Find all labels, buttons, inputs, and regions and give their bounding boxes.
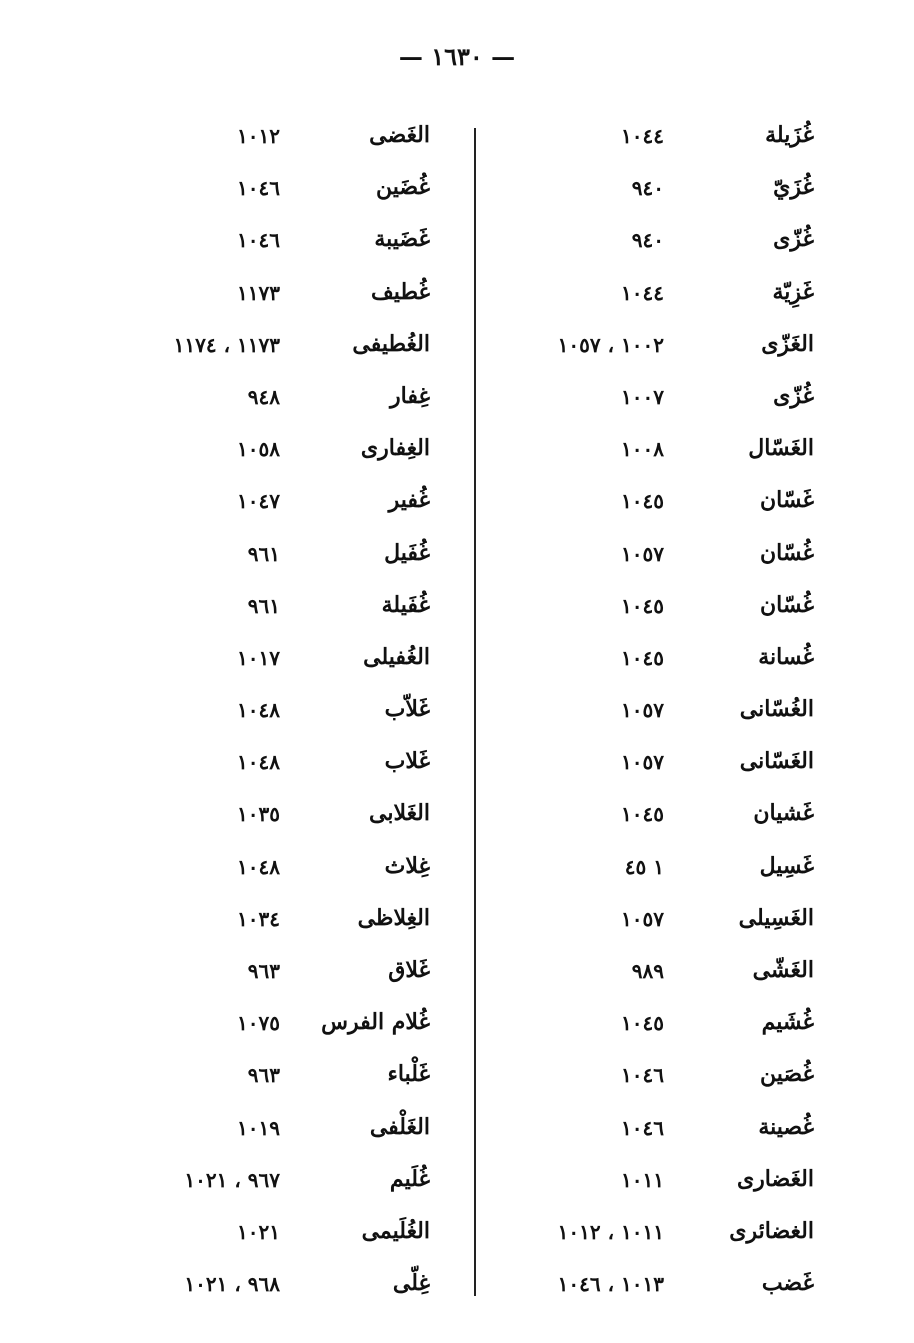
entry-page-refs: ١٠١٣ ، ١٠٤٦: [557, 1272, 664, 1297]
index-entry: [484, 580, 844, 632]
entry-term: الغَزّى: [761, 330, 814, 357]
index-entry: [120, 162, 450, 214]
entry-page-refs: ١٠٤٥: [621, 645, 664, 670]
entry-page-refs: ١٠٥٧: [621, 750, 664, 775]
entry-page-refs: ١٠١٢: [237, 124, 280, 148]
index-entry: [120, 788, 450, 840]
entry-page-refs: ١٠٤٨: [237, 750, 280, 775]
entry-term: الغَسّال: [748, 435, 814, 462]
entry-page-refs: ١٠٤٦: [621, 1063, 664, 1088]
index-entry: [120, 371, 450, 423]
entry-term: الغَسّانى: [739, 748, 814, 775]
entry-page-refs: ١٠٠٢ ، ١٠٥٧: [557, 332, 664, 357]
entry-page-refs: ١٠٠٧: [621, 384, 664, 409]
entry-page-refs: ١٠٧٥: [237, 1011, 280, 1036]
index-entry: [120, 528, 450, 580]
index-entry: [120, 423, 450, 475]
entry-term: غُزَيلة: [765, 122, 814, 148]
entry-term: غَسّان: [760, 487, 814, 514]
entry-page-refs: ٩٦٧ ، ١٠٢١: [184, 1167, 280, 1192]
entry-page-refs: ٩٦١: [247, 593, 280, 618]
entry-term: غَسِيل: [759, 852, 814, 879]
entry-page-refs: ١٠٤٧: [237, 489, 280, 514]
index-entry: [484, 893, 844, 945]
entry-page-refs: ١٠٣٤: [237, 906, 280, 931]
index-entry: [484, 841, 844, 893]
entry-term: الغُفيلى: [363, 643, 430, 670]
index-entry: [120, 632, 450, 684]
entry-page-refs: ١٠١٩: [237, 1115, 280, 1140]
index-entry: [484, 736, 844, 788]
entry-term: الغَشّى: [752, 957, 814, 983]
entry-page-refs: ١٠٥٨: [237, 437, 280, 462]
index-entry: [120, 945, 450, 997]
index-entry: [484, 110, 844, 162]
entry-page-refs: ١٠٥٧: [621, 698, 664, 723]
index-entry: [120, 1154, 450, 1206]
entry-term: غُسانة: [758, 643, 814, 670]
column-divider: [474, 128, 476, 1296]
index-entry: [120, 319, 450, 371]
entry-term: الغَسِيلى: [738, 904, 814, 931]
entry-term: غُسّان: [760, 539, 814, 566]
index-entry: [120, 214, 450, 266]
entry-page-refs: ٩٦١: [247, 541, 280, 566]
entry-page-refs: ١٠٣٥: [237, 802, 280, 827]
entry-term: غُزَيّ: [773, 174, 814, 201]
entry-term: غَضَيبة: [374, 226, 430, 253]
index-entry: [120, 580, 450, 632]
index-entry: [484, 788, 844, 840]
entry-page-refs: ١٠٢١: [237, 1219, 280, 1244]
entry-term: غُصَين: [760, 1061, 814, 1088]
entry-term: غَلْباء: [387, 1061, 430, 1088]
index-entry: [120, 267, 450, 319]
entry-term: غَلاق: [388, 957, 430, 983]
entry-term: الغُلَيمى: [361, 1217, 430, 1244]
entry-term: الغَضى: [369, 122, 430, 148]
entry-page-refs: ٩٤٠: [631, 176, 664, 201]
index-entry: [120, 684, 450, 736]
index-entry: [484, 214, 844, 266]
entry-page-refs: ١٠٤٤: [621, 280, 664, 305]
entry-term: غُزّى: [773, 226, 814, 253]
index-entry: [120, 736, 450, 788]
entry-page-refs: ١٠١١ ، ١٠١٢: [557, 1219, 664, 1244]
index-entry: [120, 1102, 450, 1154]
entry-page-refs: ١٠٤٥: [621, 489, 664, 514]
entry-page-refs: ٩٤٠: [631, 228, 664, 253]
index-entry: [484, 684, 844, 736]
entry-page-refs: ١٠٤٥: [621, 802, 664, 827]
entry-term: الغِفارى: [360, 435, 430, 462]
entry-page-refs: ١٠١١: [621, 1167, 664, 1192]
index-entry: [484, 632, 844, 684]
index-column-left: [120, 110, 450, 1310]
index-entry: [484, 1154, 844, 1206]
entry-term: غَشيان: [753, 800, 814, 827]
index-entry: [484, 1206, 844, 1258]
index-entry: [484, 945, 844, 997]
entry-term: غُزّى: [773, 382, 814, 409]
entry-term: غُفَيلة: [381, 591, 430, 618]
entry-term: غِلاث: [384, 852, 430, 879]
entry-page-refs: ١٠٠٨: [621, 437, 664, 462]
entry-term: الغُطيفى: [352, 330, 430, 357]
entry-page-refs: ١ ٤٥: [624, 854, 664, 879]
entry-term: غُسّان: [760, 591, 814, 618]
entry-term: غُفَيل: [384, 539, 430, 566]
entry-page-refs: ١٠٤٨: [237, 854, 280, 879]
entry-page-refs: ١١٧٣: [237, 280, 280, 305]
index-entry: [120, 997, 450, 1049]
index-entry: [484, 528, 844, 580]
index-entry: [484, 423, 844, 475]
entry-term: غَزِيّة: [772, 278, 814, 305]
entry-page-refs: ١٠٤٥: [621, 593, 664, 618]
page-number: — ١٦٣٠ —: [398, 42, 516, 71]
entry-term: غُطيف: [371, 278, 430, 305]
index-entry: [484, 997, 844, 1049]
index-entry: [484, 267, 844, 319]
index-entry: [484, 1258, 844, 1310]
index-entry: [484, 475, 844, 527]
index-entry: [484, 162, 844, 214]
index-entry: [484, 1049, 844, 1101]
index-entry: [120, 841, 450, 893]
entry-page-refs: ١٠١٧: [237, 645, 280, 670]
entry-term: غَضب: [761, 1270, 814, 1297]
entry-page-refs: ١٠٤٦: [237, 176, 280, 201]
entry-page-refs: ١١٧٣ ، ١١٧٤: [173, 332, 280, 357]
entry-page-refs: ٩٦٨ ، ١٠٢١: [184, 1272, 280, 1297]
index-entry: [484, 1102, 844, 1154]
entry-term: غِلّى: [392, 1270, 430, 1297]
entry-page-refs: ٩٦٣: [247, 959, 280, 983]
entry-page-refs: ٩٦٣: [247, 1063, 280, 1088]
entry-page-refs: ٩٤٨: [247, 384, 280, 409]
entry-page-refs: ١٠٥٧: [621, 906, 664, 931]
index-entry: [484, 371, 844, 423]
entry-page-refs: ١٠٤٨: [237, 698, 280, 723]
entry-term: الغِلاظى: [357, 904, 430, 931]
entry-term: غُلام الفرس: [321, 1009, 430, 1036]
entry-term: غُصينة: [758, 1113, 814, 1140]
index-entry: [120, 1049, 450, 1101]
entry-term: غِفار: [390, 382, 430, 409]
index-column-right: [484, 110, 844, 1310]
entry-page-refs: ١٠٥٧: [621, 541, 664, 566]
entry-term: غُلَيم: [389, 1165, 430, 1192]
entry-term: الغَلْفى: [369, 1113, 430, 1140]
entry-term: غُضَين: [376, 174, 430, 201]
index-entry: [120, 893, 450, 945]
entry-page-refs: ١٠٤٦: [237, 228, 280, 253]
index-entry: [120, 110, 450, 162]
entry-term: غَلاب: [384, 748, 430, 775]
entry-page-refs: ١٠٤٤: [621, 124, 664, 148]
entry-page-refs: ١٠٤٦: [621, 1115, 664, 1140]
entry-term: الغَضارى: [736, 1165, 814, 1192]
index-entry: [120, 475, 450, 527]
entry-term: الغضائرى: [729, 1217, 814, 1244]
index-entry: [120, 1258, 450, 1310]
entry-term: الغُسّانى: [739, 696, 814, 723]
entry-term: غَلاّب: [384, 696, 430, 723]
entry-term: الغَلابى: [368, 800, 430, 827]
index-entry: [120, 1206, 450, 1258]
index-entry: [484, 319, 844, 371]
entry-page-refs: ٩٨٩: [631, 959, 664, 983]
entry-term: غُفير: [388, 487, 430, 514]
entry-page-refs: ١٠٤٥: [621, 1011, 664, 1036]
entry-term: غُشَيم: [761, 1009, 814, 1036]
